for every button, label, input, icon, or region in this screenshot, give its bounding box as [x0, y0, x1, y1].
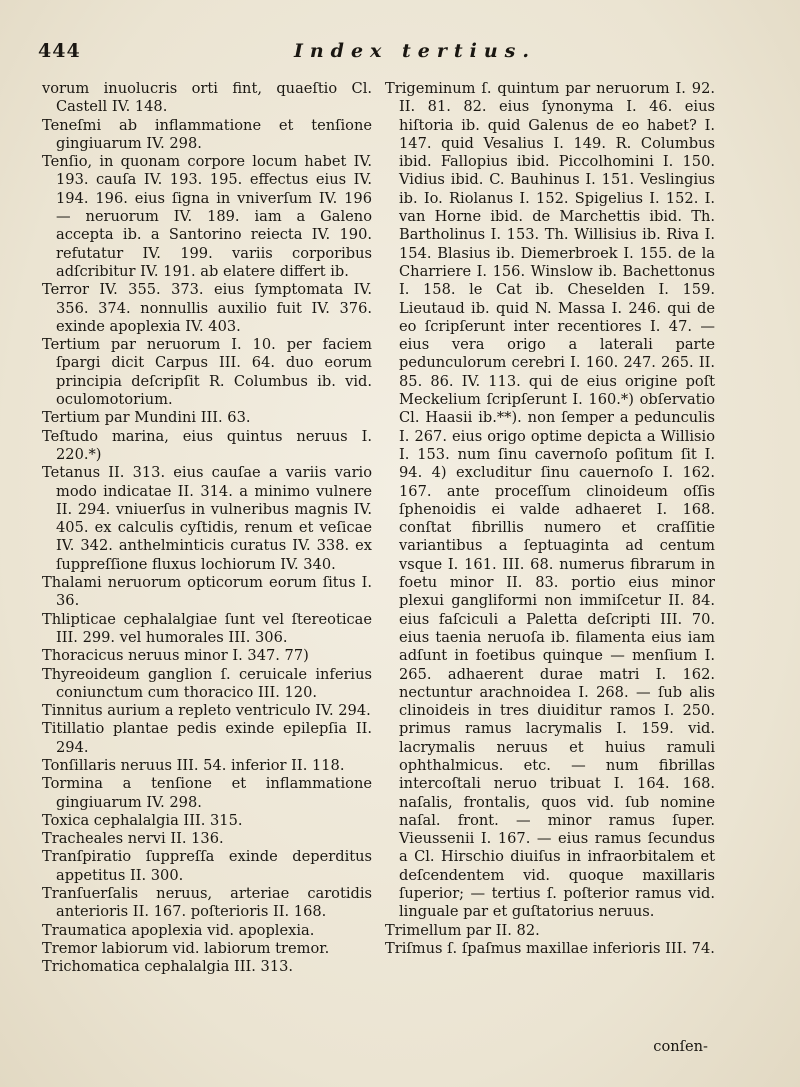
index-entry: Toxica cephalalgia III. 315.: [42, 811, 243, 829]
index-entry: Tenſio, in quonam corpore locum habet IV. 193. cauſa IV. 193. 195. effectus eius IV. 194. 196. eius ſigna in vniverſum IV. 196 — neruorum IV. 189. iam a Galeno accepta ib. a Santorino reiecta IV. 190. refutatur IV. 199. variis corporibus adſcribitur IV. 191. ab elatere differt ib.: [42, 153, 372, 280]
catchword: conſen-: [653, 1038, 708, 1055]
page-header: [38, 40, 762, 70]
index-entry: Trichomatica cephalalgia III. 313.: [42, 958, 294, 976]
index-entry: Thyreoideum ganglion ſ. ceruicale inferius coniunctum cum thoracico III. 120.: [42, 665, 372, 701]
index-entry: Titillatio plantae pedis exinde epilepſia II. 294.: [42, 720, 372, 756]
index-entry: Tonſillaris neruus III. 54. inferior II. 118.: [42, 756, 345, 774]
index-entry: Teſtudo marina, eius quintus neruus I. 220.*): [42, 427, 372, 463]
index-entry: Tremor labiorum vid. labiorum tremor.: [42, 939, 330, 957]
index-entry: Tranſuerſalis neruus, arteriae carotidis anterioris II. 167. poſterioris II. 168.: [42, 885, 372, 921]
left-column: [42, 80, 372, 977]
page-number: 444: [38, 40, 81, 62]
index-entry: Thlipticae cephalalgiae ſunt vel ſtereoticae III. 299. vel humorales III. 306.: [42, 610, 372, 646]
index-entry: Tetanus II. 313. eius cauſae a variis vario modo indicatae II. 314. a minimo vulnere II. 294. vniuerſus in vulneribus magnis IV. 405. ex calculis cyſtidis, renum et veſicae IV. 342. anthelminticis curatus IV. 338. ex ſuppreſſione fluxus lochiorum IV. 340.: [42, 464, 372, 573]
index-entry: Terror IV. 355. 373. eius ſymptomata IV. 356. 374. nonnullis auxilio fuit IV. 376. exinde apoplexia IV. 403.: [42, 281, 372, 335]
index-entry: Tranſpiratio ſuppreſſa exinde deperditus appetitus II. 300.: [42, 848, 372, 884]
index-entry: Tinnitus aurium a repleto ventriculo IV. 294.: [42, 702, 371, 720]
index-entry: Trimellum par II. 82.: [385, 921, 540, 939]
index-entry: Thoracicus neruus minor I. 347. 77): [42, 647, 309, 665]
index-entry: Thalami neruorum opticorum eorum ſitus I. 36.: [42, 574, 372, 610]
right-column: [385, 80, 715, 958]
index-entry: Tertium par neruorum I. 10. per faciem ſpargi dicit Carpus III. 64. duo eorum principia deſcripſit R. Columbus ib. vid. oculomotorium.: [42, 336, 372, 409]
index-entry: Trigeminum ſ. quintum par neruorum I. 92. II. 81. 82. eius ſynonyma I. 46. eius hiſtoria ib. quid Galenus de eo habet? I. 147. quid Vesalius I. 149. R. Columbus ibid. Fallopius ibid. Piccolhomini I. 150. Vidius ibid. C. Bauhinus I. 151. Veslingius ib. Io. Riolanus I. 152. Spigelius I. 152. I. van Horne ibid. de Marchettis ibid. Th. Bartholinus I. 153. Th. Willisius ib. Riva I. 154. Blasius ib. Diemerbroek I. 155. de la Charriere I. 156. Winslow ib. Bachettonus I. 158. le Cat ib. Cheselden I. 159. Lieutaud ib. quid N. Massa I. 246. qui de eo ſcripſerunt inter recentiores I. 47. — eius vera origo a laterali parte pedunculorum cerebri I. 160. 247. 265. II. 85. 86. IV. 113. qui de eius origine poſt Meckelium ſcripſerunt I. 160.*) obſervatio Cl. Haasii ib.**). non ſemper a pedunculis I. 267. eius origo optime depicta a Willisio I. 153. num ſinu cavernoſo poſitum ſit I. 94. 4) excluditur ſinu cauernoſo I. 162. 167. ante proceſſum clinoideum oſſis ſphenoidis ei valde adhaeret I. 168. conſtat fibrillis numero et craſſitie variantibus a ſeptuaginta ad centum vsque I. 161. III. 68. numerus fibrarum in foetu minor II. 83. portio eius minor plexui gangliformi non immiſcetur II. 84. eius faſciculi a Paletta deſcripti III. 70. eius taenia neruoſa ib. filamenta eius iam adſunt in foetibus quinque — menſium I. 265. adhaerent durae matri I. 162. nectuntur arachnoidea I. 268. — ſub alis clinoideis in tres diuiditur ramos I. 250. primus ramus lacrymalis I. 159. vid. lacrymalis neruus et huius ramuli ophthalmicus. etc. — num fibrillas intercoſtali neruo tribuat I. 164. 168. naſalis, frontalis, quos vid. ſub nomine naſal. front. — minor ramus ſuper. Vieussenii I. 167. — eius ramus ſecundus a Cl. Hirschio diuiſus in infraorbitalem et deſcendentem vid. quoque maxillaris ſuperior; — tertius ſ. poſterior ramus vid. linguale par et guſtatorius neruus.: [385, 80, 715, 921]
index-entry: Tracheales nervi II. 136.: [42, 830, 224, 848]
index-entry: Tormina a tenſione et inflammatione gingiuarum IV. 298.: [42, 775, 372, 811]
index-entry: Teneſmi ab inflammatione et tenſione gingiuarum IV. 298.: [42, 116, 372, 152]
index-entry: Triſmus ſ. ſpaſmus maxillae inferioris III. 74.: [385, 939, 715, 957]
index-entry: Tertium par Mundini III. 63.: [42, 409, 251, 427]
running-title: Index tertius.: [293, 40, 536, 62]
index-entry: vorum inuolucris orti fint, quaeſtio Cl. Castell IV. 148.: [42, 80, 372, 116]
index-entry: Traumatica apoplexia vid. apoplexia.: [42, 921, 315, 939]
